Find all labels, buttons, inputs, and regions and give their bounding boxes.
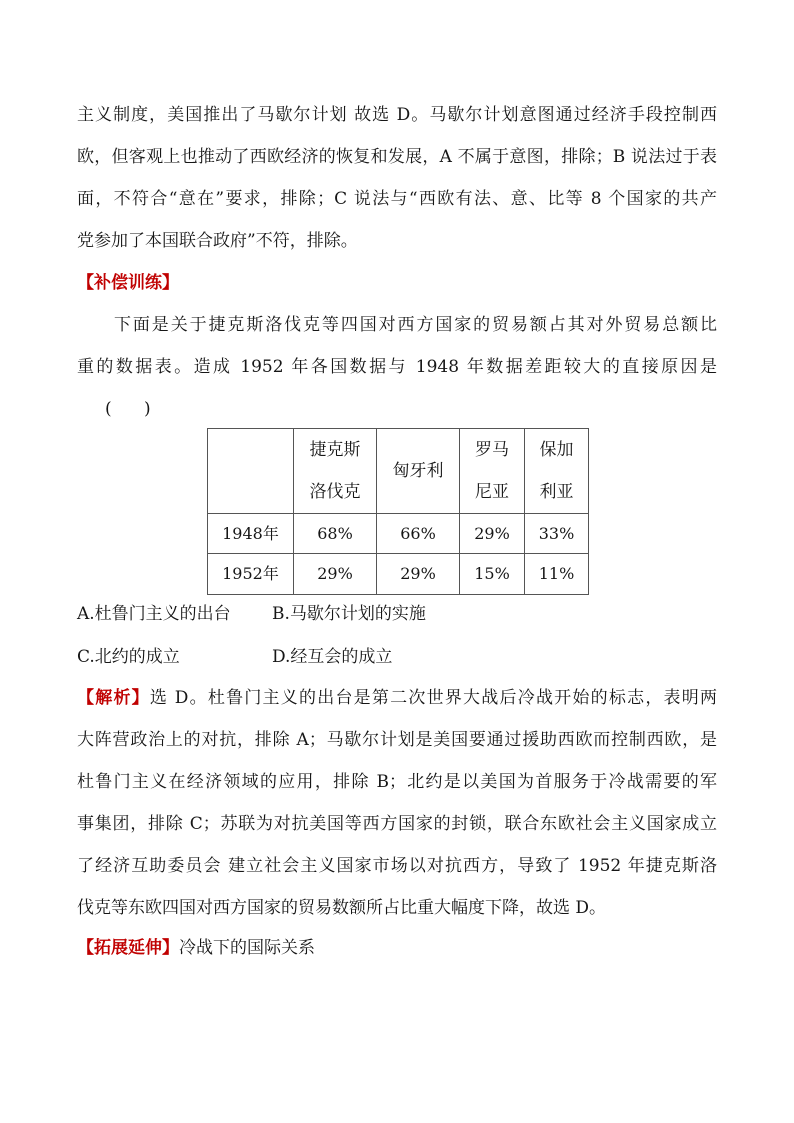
explanation-line: 欧，但客观上也推动了西欧经济的恢复和发展，A 不属于意图，排除；B 说法过于表 bbox=[77, 147, 717, 167]
option-b: B.马歇尔计划的实施 bbox=[272, 604, 426, 624]
table-cell: 29% bbox=[377, 554, 460, 595]
table-header-cell bbox=[377, 429, 460, 514]
option-a: A.杜鲁门主义的出台 bbox=[77, 604, 231, 624]
extension-title: 冷战下的国际关系 bbox=[179, 938, 315, 958]
table-row bbox=[208, 514, 589, 554]
table-corner-cell bbox=[208, 429, 294, 514]
header-romania: 罗马尼亚 bbox=[475, 440, 509, 502]
table-cell: 68% bbox=[294, 514, 377, 554]
extension-label: 【拓展延伸】 bbox=[77, 938, 179, 958]
table-header-cell bbox=[460, 429, 525, 514]
analysis-line: 杜鲁门主义在经济领域的应用，排除 B；北约是以美国为首服务于冷战需要的军 bbox=[77, 772, 717, 792]
analysis-text: 选 D。杜鲁门主义的出台是第二次世界大战后冷战开始的标志，表明两 bbox=[149, 688, 717, 708]
header-hungary: 匈牙利 bbox=[392, 461, 444, 481]
explanation-line: 面，不符合“意在”要求，排除；C 说法与“西欧有法、意、比等 8 个国家的共产 bbox=[77, 189, 717, 209]
explanation-line: 党参加了本国联合政府”不符，排除。 bbox=[77, 231, 358, 251]
table-cell: 29% bbox=[294, 554, 377, 595]
table-cell: 15% bbox=[460, 554, 525, 595]
analysis-line: 伐克等东欧四国对西方国家的贸易数额所占比重大幅度下降，故选 D。 bbox=[77, 898, 607, 918]
extension-heading bbox=[77, 927, 717, 969]
table-cell: 33% bbox=[525, 514, 589, 554]
analysis-line: 大阵营政治上的对抗，排除 A；马歇尔计划是美国要通过援助西欧而控制西欧，是 bbox=[77, 730, 717, 750]
table-header-row bbox=[208, 429, 589, 514]
table-row-label: 1952年 bbox=[208, 554, 294, 595]
table-cell: 11% bbox=[525, 554, 589, 595]
option-d: D.经互会的成立 bbox=[272, 647, 393, 667]
table-header-cell bbox=[294, 429, 377, 514]
explanation-line: 主义制度，美国推出了马歇尔计划 故选 D。马歇尔计划意图通过经济手段控制西 bbox=[77, 105, 717, 125]
header-bulgaria: 保加利亚 bbox=[539, 440, 574, 502]
table-row-label: 1948年 bbox=[208, 514, 294, 554]
analysis-line: 了经济互助委员会 建立社会主义国家市场以对抗西方，导致了 1952 年捷克斯洛 bbox=[77, 856, 717, 876]
table-row bbox=[208, 554, 589, 595]
practice-label: 【补偿训练】 bbox=[77, 273, 179, 293]
table-cell: 66% bbox=[377, 514, 460, 554]
analysis-label: 【解析】 bbox=[77, 688, 150, 708]
table-cell: 29% bbox=[460, 514, 525, 554]
trade-data-table bbox=[207, 428, 589, 595]
answer-blank: ( ) bbox=[105, 399, 151, 419]
option-c: C.北约的成立 bbox=[77, 647, 180, 667]
practice-section-heading bbox=[77, 262, 717, 304]
question-line: 下面是关于捷克斯洛伐克等四国对西方国家的贸易额占其对外贸易总额比 bbox=[114, 315, 717, 335]
question-line: 重的数据表。造成 1952 年各国数据与 1948 年数据差距较大的直接原因是 bbox=[77, 357, 717, 377]
analysis-line: 事集团，排除 C；苏联为对抗美国等西方国家的封锁，联合东欧社会主义国家成立 bbox=[77, 814, 717, 834]
analysis-first-line bbox=[77, 677, 717, 719]
header-czechoslovakia: 捷克斯洛伐克 bbox=[309, 440, 361, 502]
table-header-cell bbox=[525, 429, 589, 514]
